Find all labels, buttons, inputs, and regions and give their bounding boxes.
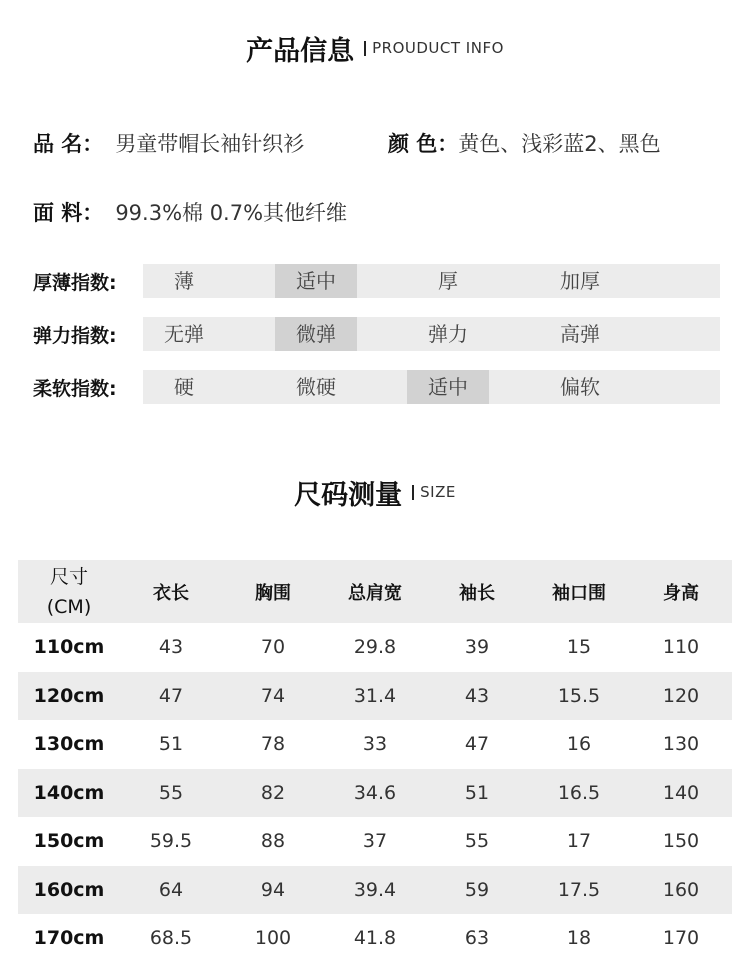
table-cell: 47 <box>120 672 222 721</box>
table-cell: 33 <box>362 733 388 756</box>
product-color-label: 颜 色： <box>388 132 459 156</box>
size-title-zh: 尺码测量 <box>294 479 403 511</box>
elasticity-index-label: 弹力指数: <box>33 324 117 347</box>
table-cell: 88 <box>260 830 286 853</box>
size-table-header-row <box>18 560 732 623</box>
product-fabric-value: 99.3%棉 0.7%其他纤维 <box>115 201 348 225</box>
table-row <box>18 769 732 818</box>
product-name-row <box>33 128 304 158</box>
table-cell: 51 <box>158 733 184 756</box>
thickness-index-scale <box>143 264 720 298</box>
table-cell: 94 <box>222 866 324 915</box>
table-row <box>18 866 732 915</box>
table-cell: 55 <box>120 769 222 818</box>
product-info-title-en: PROUDUCT INFO <box>372 39 504 57</box>
size-section-title <box>0 474 750 510</box>
size-header-unit: (CM) <box>46 595 92 618</box>
size-label-cell: 120cm <box>18 672 120 721</box>
elasticity-index-scale <box>143 317 720 351</box>
table-cell: 120 <box>630 672 732 721</box>
table-cell: 68.5 <box>149 927 193 950</box>
table-cell: 160 <box>630 866 732 915</box>
index-option: 加厚 <box>560 269 600 293</box>
softness-index-row <box>33 370 600 404</box>
table-cell: 150 <box>662 830 700 853</box>
table-cell: 63 <box>464 927 490 950</box>
size-table-body <box>18 623 732 963</box>
table-cell: 39 <box>464 636 490 659</box>
size-label-cell: 150cm <box>33 830 105 853</box>
softness-index-scale <box>143 370 720 404</box>
title-separator <box>412 485 414 500</box>
table-cell: 15 <box>566 636 592 659</box>
table-cell: 170 <box>662 927 700 950</box>
chest-column-header: 胸围 <box>222 560 324 623</box>
table-cell: 51 <box>426 769 528 818</box>
thickness-index-row <box>33 264 600 298</box>
table-cell: 39.4 <box>324 866 426 915</box>
table-cell: 41.8 <box>353 927 397 950</box>
sleeve-column-header: 袖长 <box>426 560 528 623</box>
product-name-label: 品 名： <box>33 132 104 156</box>
product-fabric-label: 面 料： <box>33 201 104 225</box>
table-cell: 59 <box>426 866 528 915</box>
thickness-index-label: 厚薄指数: <box>33 271 117 294</box>
size-title-en: SIZE <box>420 483 456 501</box>
table-cell: 82 <box>222 769 324 818</box>
table-cell: 64 <box>120 866 222 915</box>
table-row <box>18 623 732 672</box>
table-row <box>18 720 732 769</box>
table-cell: 18 <box>566 927 592 950</box>
table-cell: 43 <box>158 636 184 659</box>
size-label-cell: 110cm <box>33 636 105 659</box>
table-cell: 47 <box>464 733 490 756</box>
table-cell: 140 <box>630 769 732 818</box>
table-cell: 43 <box>426 672 528 721</box>
table-cell: 17.5 <box>528 866 630 915</box>
height-column-header: 身高 <box>630 560 732 623</box>
table-cell: 78 <box>260 733 286 756</box>
table-cell: 100 <box>254 927 292 950</box>
table-cell: 130 <box>662 733 700 756</box>
table-cell: 29.8 <box>353 636 397 659</box>
table-cell: 34.6 <box>324 769 426 818</box>
table-cell: 70 <box>260 636 286 659</box>
softness-index-label: 柔软指数: <box>33 377 117 400</box>
table-cell: 110 <box>662 636 700 659</box>
product-info-title <box>0 30 750 66</box>
size-label-cell: 160cm <box>18 866 120 915</box>
product-fabric-row <box>33 197 347 227</box>
index-option: 无弹 <box>164 322 204 346</box>
table-row <box>18 914 732 963</box>
table-row <box>18 672 732 721</box>
table-cell: 74 <box>222 672 324 721</box>
index-option: 硬 <box>174 375 194 399</box>
product-name-value: 男童带帽长袖针织衫 <box>115 132 305 156</box>
index-option: 偏软 <box>560 375 600 399</box>
cuff-column-header: 袖口围 <box>528 560 630 623</box>
index-option: 弹力 <box>428 322 468 346</box>
table-cell: 17 <box>566 830 592 853</box>
table-cell: 37 <box>362 830 388 853</box>
table-cell: 55 <box>464 830 490 853</box>
index-option: 微硬 <box>296 375 336 399</box>
product-color-row <box>388 128 661 158</box>
title-separator <box>364 41 366 56</box>
index-option: 高弹 <box>560 322 600 346</box>
table-cell: 16 <box>566 733 592 756</box>
size-label-cell: 140cm <box>18 769 120 818</box>
index-option: 适中 <box>407 370 489 404</box>
table-cell: 15.5 <box>528 672 630 721</box>
shoulder-column-header: 总肩宽 <box>324 560 426 623</box>
table-cell: 16.5 <box>528 769 630 818</box>
size-column-header <box>18 560 120 623</box>
table-cell: 59.5 <box>149 830 193 853</box>
index-option: 薄 <box>174 269 194 293</box>
table-row <box>18 817 732 866</box>
size-table <box>18 560 732 963</box>
size-label-cell: 130cm <box>33 733 105 756</box>
index-option: 厚 <box>438 269 458 293</box>
index-option: 适中 <box>275 264 357 298</box>
index-option: 微弹 <box>275 317 357 351</box>
size-header-text: 尺寸 <box>49 565 88 588</box>
elasticity-index-row <box>33 317 600 351</box>
product-color-value: 黄色、浅彩蓝2、黑色 <box>458 132 661 156</box>
size-label-cell: 170cm <box>33 927 105 950</box>
table-cell: 31.4 <box>324 672 426 721</box>
length-column-header: 衣长 <box>120 560 222 623</box>
product-info-title-zh: 产品信息 <box>246 35 355 67</box>
